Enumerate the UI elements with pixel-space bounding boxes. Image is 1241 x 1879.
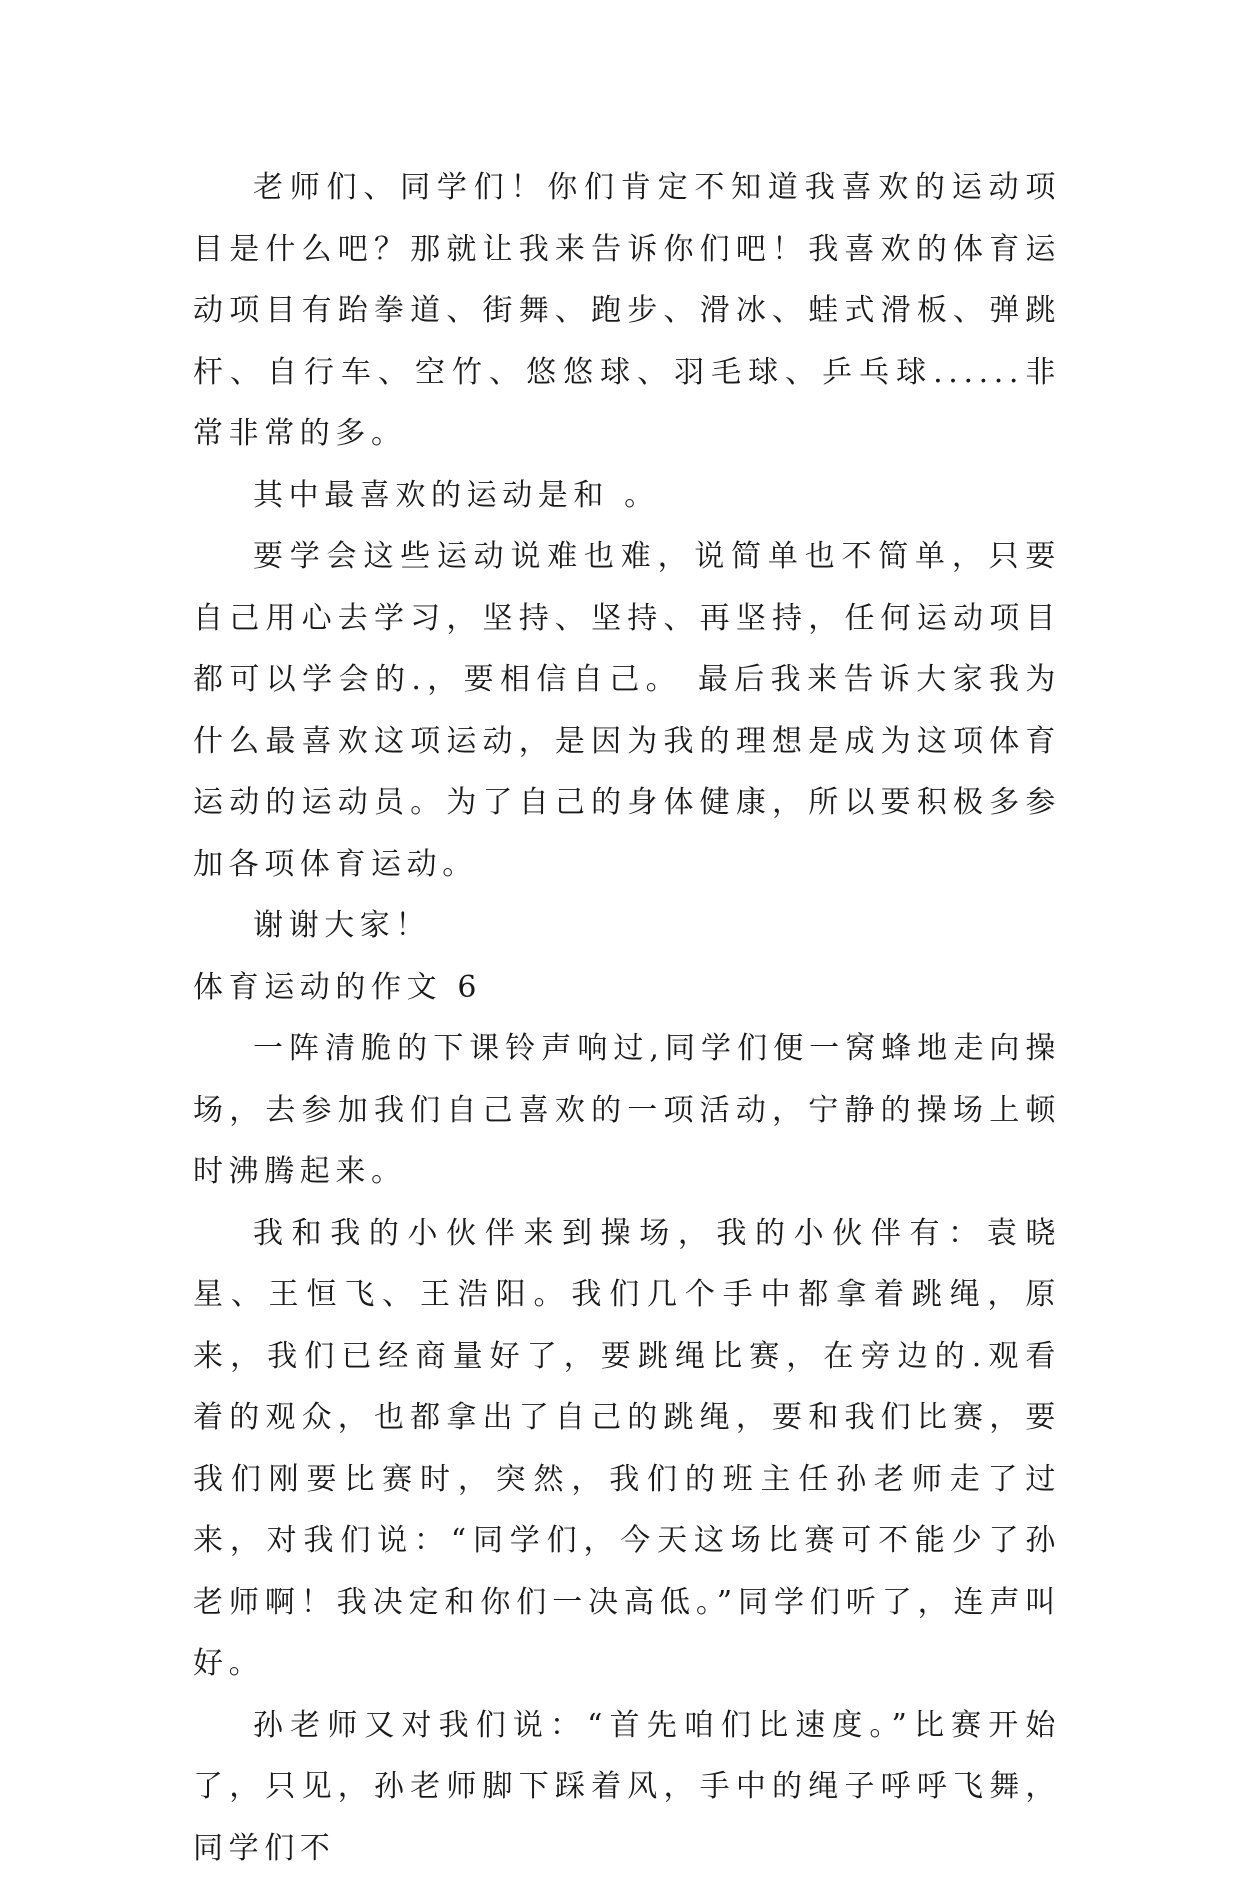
paragraph-learning: 要学会这些运动说难也难，说简单也不简单，只要自己用心去学习，坚持、坚持、再坚持，任何运动项目都可以学会的.，要相信自己。 最后我来告诉大家我为什么最喜欢这项运动，是因为我的理想是成为这项体育运动的运动员。为了自己的身体健康，所以要积极多参加各项体育运动。 [193, 526, 1061, 895]
paragraph-friends: 我和我的小伙伴来到操场，我的小伙伴有：袁晓星、王恒飞、王浩阳。我们几个手中都拿着跳绳，原来，我们已经商量好了，要跳绳比赛，在旁边的.观看着的观众，也都拿出了自己的跳绳，要和我们比赛，要我们刚要比赛时，突然，我们的班主任孙老师走了过来，对我们说：“同学们，今天这场比赛可不能少了孙老师啊！我决定和你们一决高低。”同学们听了，连声叫好。 [193, 1203, 1061, 1695]
paragraph-race: 孙老师又对我们说：“首先咱们比速度。”比赛开始了，只见，孙老师脚下踩着风，手中的绳子呼呼飞舞，同学们不 [193, 1695, 1061, 1879]
paragraph-bell: 一阵清脆的下课铃声响过,同学们便一窝蜂地走向操场，去参加我们自己喜欢的一项活动，宁静的操场上顿时沸腾起来。 [193, 1018, 1061, 1203]
paragraph-thanks: 谢谢大家！ [193, 895, 1061, 957]
paragraph-intro: 老师们、同学们！你们肯定不知道我喜欢的运动项目是什么吧？那就让我来告诉你们吧！我喜欢的体育运动项目有跆拳道、街舞、跑步、滑冰、蛙式滑板、弹跳杆、自行车、空竹、悠悠球、羽毛球、乒乓球......非常非常的多。 [193, 157, 1061, 465]
document-body [193, 157, 1061, 1879]
paragraph-favorite: 其中最喜欢的运动是和 。 [193, 465, 1061, 527]
section-title: 体育运动的作文 6 [193, 957, 1061, 1019]
